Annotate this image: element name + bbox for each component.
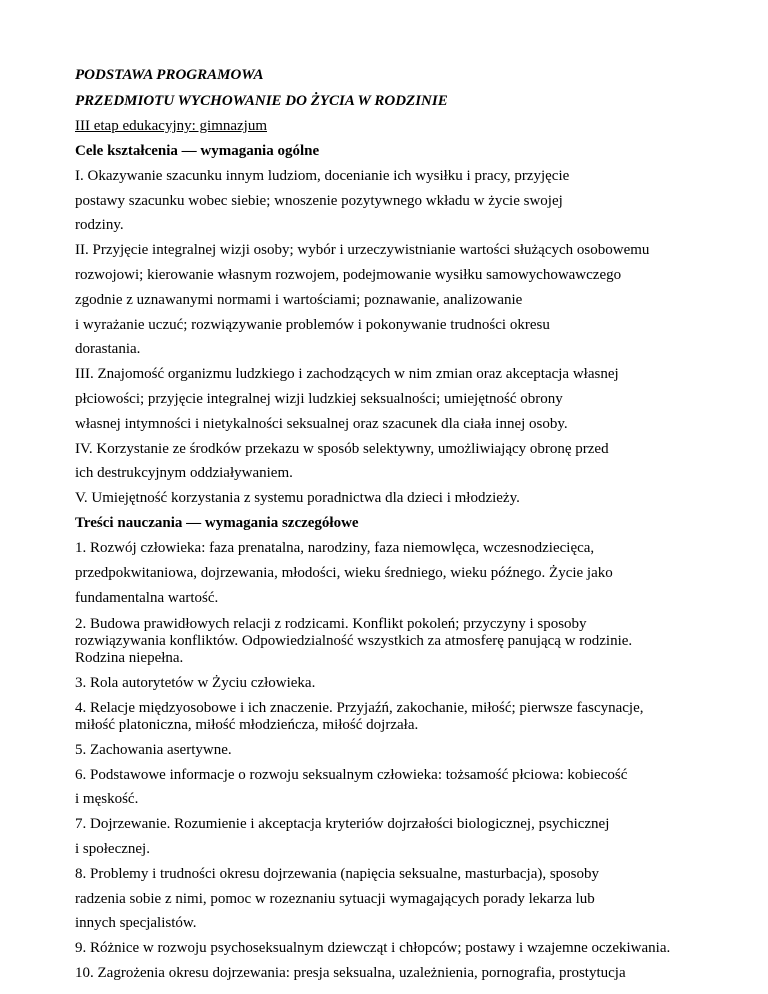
section-heading-tresci: Treści nauczania — wymagania szczegółowe — [75, 515, 359, 531]
paragraph-line: płciowości; przyjęcie integralnej wizji ludzkiej seksualności; umiejętność obrony — [75, 391, 563, 407]
paragraph-line: rozwojowi; kierowanie własnym rozwojem, podejmowanie wysiłku samowychowawczego — [75, 267, 622, 283]
paragraph-line: zgodnie z uznawanymi normami i wartościami; poznawanie, analizowanie — [75, 292, 523, 308]
paragraph-line: radzenia sobie z nimi, pomoc w rozeznaniu sytuacji wymagających porady lekarza lub — [75, 891, 595, 907]
paragraph-line: 7. Dojrzewanie. Rozumienie i akceptacja kryteriów dojrzałości biologicznej, psychicznej — [75, 816, 610, 832]
paragraph-line: 4. Relacje międzyosobowe i ich znaczenie. Przyjaźń, zakochanie, miłość; pierwsze fascynacje, — [75, 700, 644, 716]
paragraph-line: ich destrukcyjnym oddziaływaniem. — [75, 465, 293, 481]
paragraph-line: I. Okazywanie szacunku innym ludziom, docenianie ich wysiłku i pracy, przyjęcie — [75, 168, 570, 184]
paragraph-line: innych specjalistów. — [75, 915, 197, 931]
paragraph-line: 3. Rola autorytetów w Życiu człowieka. — [75, 675, 316, 691]
paragraph-line: rodziny. — [75, 217, 124, 233]
paragraph-line: i wyrażanie uczuć; rozwiązywanie problemów i pokonywanie trudności okresu — [75, 317, 550, 333]
paragraph-line: miłość platoniczna, miłość młodzieńcza, miłość dojrzała. — [75, 717, 419, 733]
section-heading-cele: Cele kształcenia — wymagania ogólne — [75, 143, 320, 159]
paragraph-line: Rodzina niepełna. — [75, 650, 184, 666]
paragraph-line: własnej intymności i nietykalności seksualnej oraz szacunek dla ciała innej osoby. — [75, 416, 568, 432]
paragraph-line: V. Umiejętność korzystania z systemu poradnictwa dla dzieci i młodzieży. — [75, 490, 520, 506]
document-title-line2: PRZEDMIOTU WYCHOWANIE DO ŻYCIA W RODZINIE — [75, 93, 448, 109]
paragraph-line: 5. Zachowania asertywne. — [75, 742, 232, 758]
paragraph-line: 1. Rozwój człowieka: faza prenatalna, narodziny, faza niemowlęca, wczesnodziecięca, — [75, 540, 595, 556]
paragraph-line: 9. Różnice w rozwoju psychoseksualnym dziewcząt i chłopców; postawy i wzajemne oczekiwania. — [75, 940, 671, 956]
paragraph-line: i społecznej. — [75, 841, 150, 857]
paragraph-line: rozwiązywania konfliktów. Odpowiedzialność wszystkich za atmosferę panującą w rodzinie. — [75, 633, 633, 649]
paragraph-line: i męskość. — [75, 791, 139, 807]
paragraph-line: przedpokwitaniowa, dojrzewania, młodości, wieku średniego, wieku późnego. Życie jako — [75, 565, 613, 581]
paragraph-line: III. Znajomość organizmu ludzkiego i zachodzących w nim zmian oraz akceptacja własnej — [75, 366, 619, 382]
paragraph-line: fundamentalna wartość. — [75, 590, 219, 606]
paragraph-line: IV. Korzystanie ze środków przekazu w sposób selektywny, umożliwiający obronę przed — [75, 441, 609, 457]
paragraph-line: II. Przyjęcie integralnej wizji osoby; wybór i urzeczywistnianie wartości służących osobowemu — [75, 242, 650, 258]
paragraph-line: 8. Problemy i trudności okresu dojrzewania (napięcia seksualne, masturbacja), sposoby — [75, 866, 600, 882]
document-title-line1: PODSTAWA PROGRAMOWA — [75, 67, 264, 83]
education-stage: III etap edukacyjny: gimnazjum — [75, 118, 268, 134]
paragraph-line: 2. Budowa prawidłowych relacji z rodzicami. Konflikt pokoleń; przyczyny i sposoby — [75, 616, 587, 632]
paragraph-line: 10. Zagrożenia okresu dojrzewania: presja seksualna, uzależnienia, pornografia, prostytucja — [75, 965, 626, 981]
paragraph-line: 6. Podstawowe informacje o rozwoju seksualnym człowieka: tożsamość płciowa: kobiecość — [75, 767, 628, 783]
paragraph-line: postawy szacunku wobec siebie; wnoszenie pozytywnego wkładu w życie swojej — [75, 193, 563, 209]
paragraph-line: dorastania. — [75, 341, 141, 357]
